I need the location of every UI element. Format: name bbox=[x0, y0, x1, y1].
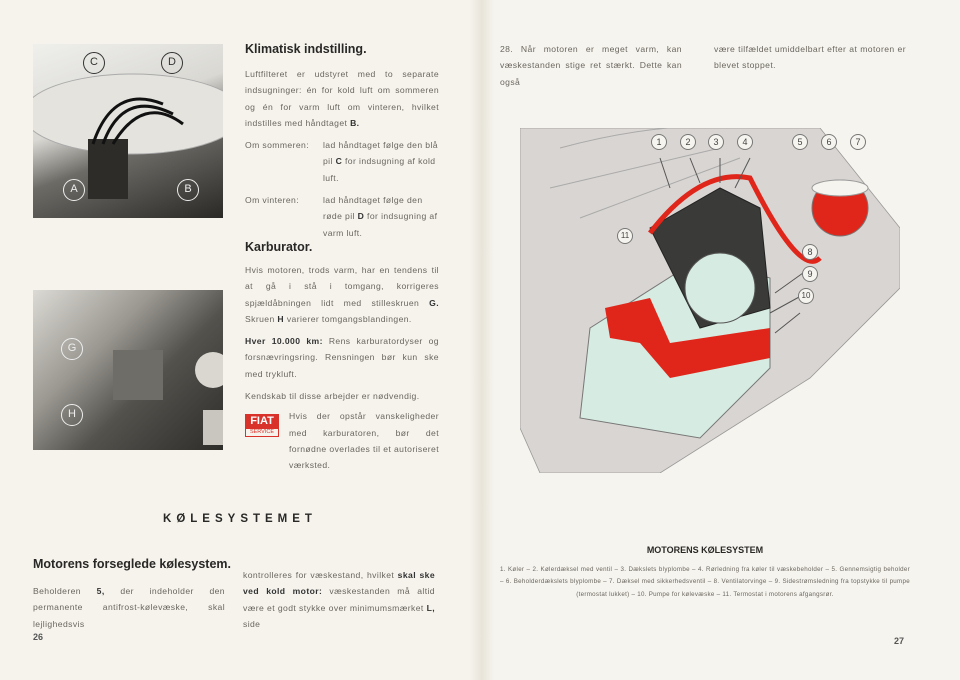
cooling-col1: Beholderen 5, der indeholder den permanente antifrost-kølevæske, skal lejlighedsvis bbox=[33, 586, 225, 629]
page-number-right: 27 bbox=[894, 636, 905, 646]
callout-6: 6 bbox=[821, 134, 837, 150]
callout-8: 8 bbox=[802, 244, 818, 260]
carburetor-p3: Kendskab til disse arbejder er nødvendig. bbox=[245, 391, 420, 402]
carburetor-section bbox=[245, 240, 439, 474]
label-h: H bbox=[61, 404, 83, 426]
callout-1: 1 bbox=[651, 134, 667, 150]
cooling-col2: kontrolleres for væskestand, hvilket skal ske ved kold motor: væskestanden må altid være et godt stykke over minimumsmærket L, side bbox=[243, 570, 435, 629]
engine-illustration bbox=[520, 128, 900, 473]
callout-11: 11 bbox=[617, 228, 633, 244]
section-title: KØLESYSTEMET bbox=[163, 513, 317, 525]
climate-intro: Luftfilteret er udstyret med to separate indsugninger: én for kold luft om sommeren og én for varm luft om vinteren, hvilket indstilles med håndtaget B. bbox=[245, 69, 439, 128]
carburetor-p1: Hvis motoren, trods varm, har en tendens til at gå i stå i tomgang, korrigeres spjældåbningen lidt med stilleskruen G. Skruen H varierer tomgangsblandingen. bbox=[245, 265, 439, 324]
carburetor-p4: Hvis der opstår vanskeligheder med karburatoren, bør det fornødne overlades til et autoriseret værksted. bbox=[289, 411, 439, 471]
label-d: D bbox=[161, 52, 183, 74]
cooling-system-diagram bbox=[520, 128, 900, 473]
caption-text: 1. Køler – 2. Kølerdæksel med ventil – 3. Dækslets blyplombe – 4. Rørledning fra køler til væskebeholder – 5. Gennemsigtig beholder – 6. Beholderdækslets blyplombe – 7. Dæksel med sikkerhedsventil – 8. Ventilatorvinge – 9. Sidestrømsledning fra topstykke til pumpe (termostat lukket) – 10. Pumpe for kølevæske – 11. Termostat i motorens afgangsrør. bbox=[500, 566, 910, 598]
callout-4: 4 bbox=[737, 134, 753, 150]
caption-title: MOTORENS KØLESYSTEM bbox=[646, 545, 764, 555]
label-g: G bbox=[61, 338, 83, 360]
callout-2: 2 bbox=[680, 134, 696, 150]
page-number-left: 26 bbox=[33, 632, 44, 642]
cooling-heading: Motorens forseglede kølesystem. bbox=[33, 557, 231, 571]
callout-9: 9 bbox=[802, 266, 818, 282]
label-a: A bbox=[63, 179, 85, 201]
label-c: C bbox=[83, 52, 105, 74]
winter-instruction: Om vinteren: lad håndtaget følge den røde pil D for indsugning af varm luft. bbox=[245, 195, 438, 238]
right-top-col1: 28. Når motoren er meget varm, kan væskestanden stige ret stærkt. Dette kan også bbox=[500, 44, 682, 87]
label-b: B bbox=[177, 179, 199, 201]
callout-3: 3 bbox=[708, 134, 724, 150]
callout-5: 5 bbox=[792, 134, 808, 150]
air-filter-photo bbox=[33, 44, 223, 218]
carburetor-photo bbox=[33, 290, 223, 450]
right-page bbox=[482, 0, 960, 680]
book-gutter bbox=[470, 0, 494, 680]
callout-7: 7 bbox=[850, 134, 866, 150]
fiat-service-logo: FIAT SERVICE bbox=[245, 414, 279, 473]
carburetor-p2: Hver 10.000 km: Rens karburatordyser og forsnævringsring. Rensningen bør kun ske med trykluft. bbox=[245, 336, 439, 379]
right-top-col2: være tilfældet umiddelbart efter at motoren er blevet stoppet. bbox=[714, 44, 906, 71]
carburetor-heading: Karburator. bbox=[245, 240, 313, 254]
climate-heading: Klimatisk indstilling. bbox=[245, 42, 367, 56]
callout-10: 10 bbox=[798, 288, 814, 304]
summer-instruction: Om sommeren: lad håndtaget følge den blå pil C for indsugning af kold luft. bbox=[245, 140, 438, 183]
climate-section bbox=[245, 42, 439, 241]
